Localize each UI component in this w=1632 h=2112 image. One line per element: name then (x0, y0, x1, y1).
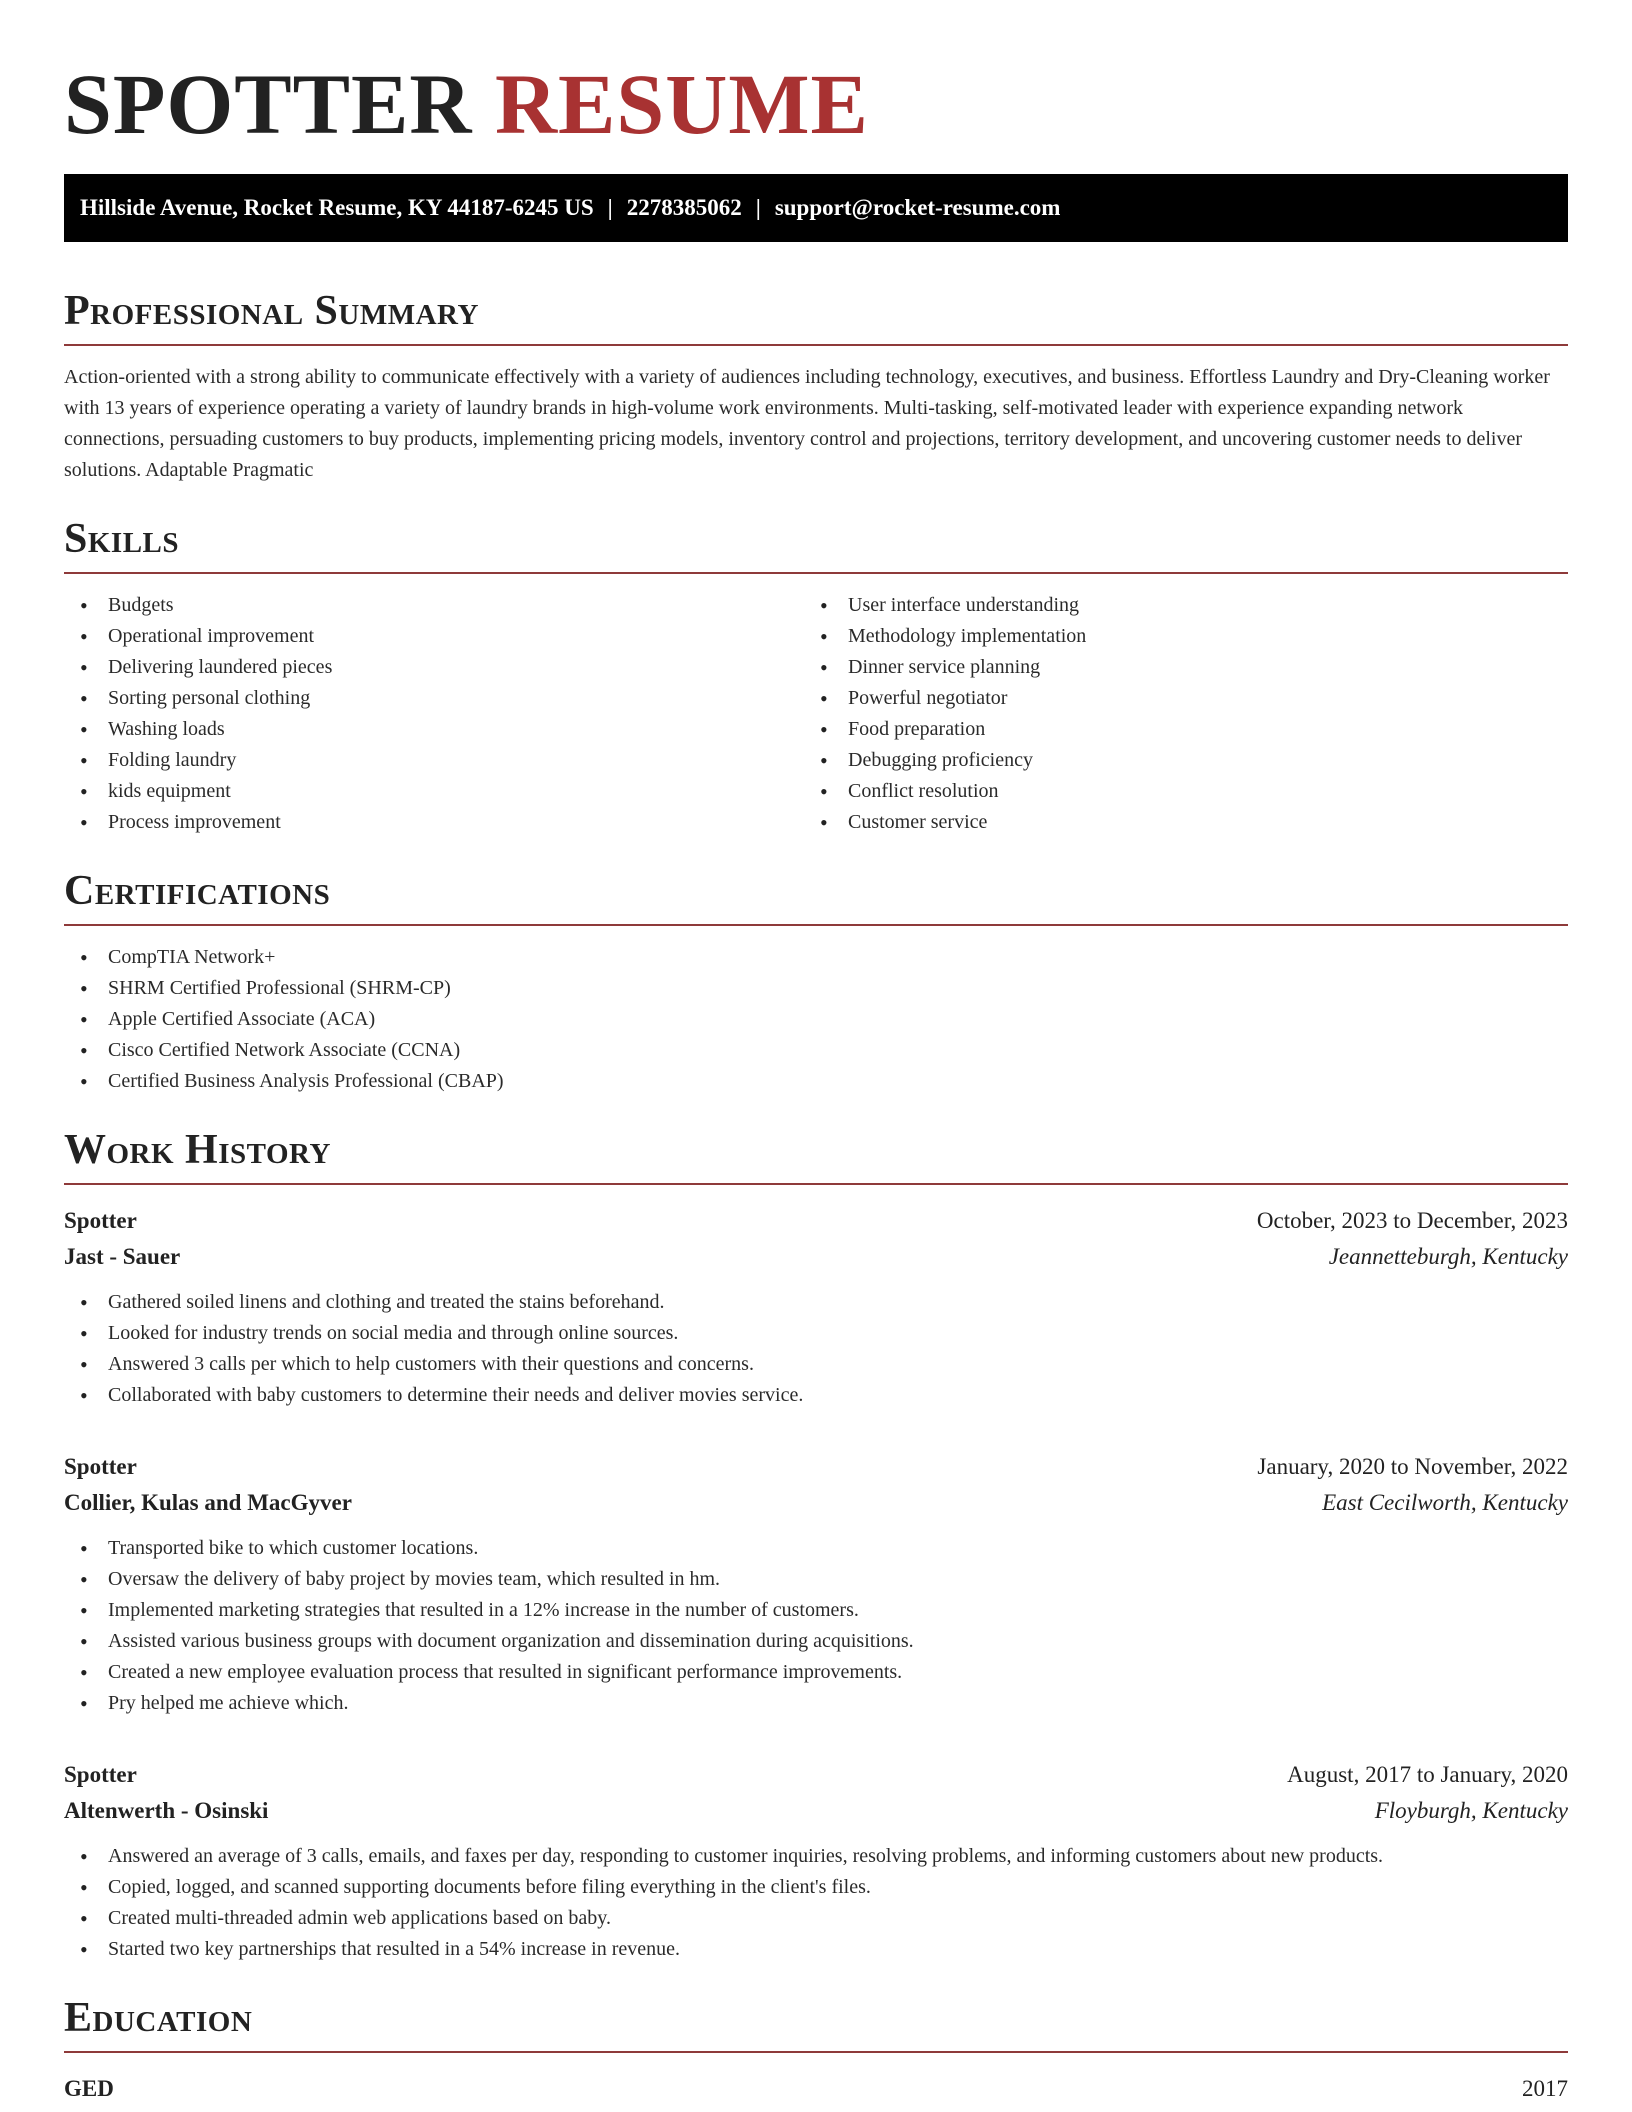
job-header-row (64, 1203, 1568, 1239)
summary-text: Action-oriented with a strong ability to communicate effectively with a variety of audiences including technology, executives, and business. Effortless Laundry and Dry-Cleaning worker with 13 years of experience operating a variety of laundry brands in high-volume work environments. Multi-tasking, self-motivated leader with experience expanding network connections, persuading customers to buy products, implementing pricing models, inventory control and projections, territory development, and uncovering customer needs to deliver solutions. Adaptable Pragmatic (64, 366, 1550, 481)
skill-item: • Methodology implementation (804, 621, 1544, 652)
skill-item: • kids equipment (64, 776, 804, 807)
job-role: Spotter (64, 1762, 137, 1787)
skill-item: • Debugging proficiency (804, 745, 1544, 776)
job-header-row (64, 1757, 1568, 1793)
skill-item: • Operational improvement (64, 621, 804, 652)
job-bullet: • Pry helped me achieve which. (64, 1688, 1568, 1719)
certification-item: • SHRM Certified Professional (SHRM-CP) (64, 973, 1568, 1004)
skill-item: • Powerful negotiator (804, 683, 1544, 714)
name-first: SPOTTER (64, 56, 473, 152)
skills-section (64, 514, 1568, 838)
job-company: Collier, Kulas and MacGyver (64, 1490, 352, 1515)
contact-separator: | (607, 195, 613, 220)
education-degree: GED (64, 2076, 114, 2101)
section-title: Certifications (64, 866, 1568, 926)
job-location: Jeannetteburgh, Kentucky (1328, 1244, 1568, 1269)
skills-grid (64, 574, 1568, 838)
skill-item: • Food preparation (804, 714, 1544, 745)
education-section (64, 1993, 1568, 2107)
contact-separator: | (755, 195, 761, 220)
name-second: RESUME (494, 56, 869, 152)
job-bullet: • Oversaw the delivery of baby project by movies team, which resulted in hm. (64, 1564, 1568, 1595)
job-bullets (64, 1287, 1568, 1411)
contact-bar (64, 174, 1568, 242)
skills-list-right (804, 590, 1544, 838)
certifications-list (64, 942, 1568, 1097)
job-bullet: • Gathered soiled linens and clothing and treated the stains beforehand. (64, 1287, 1568, 1318)
certification-item: • Certified Business Analysis Professional (CBAP) (64, 1066, 1568, 1097)
education-row (64, 2071, 1568, 2107)
skill-item: • Customer service (804, 807, 1544, 838)
section-title: Skills (64, 514, 1568, 574)
certification-item: • Cisco Certified Network Associate (CCNA) (64, 1035, 1568, 1066)
skill-item: • Conflict resolution (804, 776, 1544, 807)
job-role: Spotter (64, 1454, 137, 1479)
job-dates: October, 2023 to December, 2023 (1256, 1208, 1568, 1233)
job-entry (64, 1203, 1568, 1411)
skill-item: • Delivering laundered pieces (64, 652, 804, 683)
section-title: Work History (64, 1125, 1568, 1185)
job-role: Spotter (64, 1208, 137, 1233)
job-bullet: • Collaborated with baby customers to determine their needs and deliver movies service. (64, 1380, 1568, 1411)
job-bullet: • Started two key partnerships that resulted in a 54% increase in revenue. (64, 1934, 1568, 1965)
job-bullet: • Looked for industry trends on social media and through online sources. (64, 1318, 1568, 1349)
skill-item: • Washing loads (64, 714, 804, 745)
job-company-row (64, 1485, 1568, 1521)
work-history-section (64, 1125, 1568, 1965)
job-company-row (64, 1239, 1568, 1275)
certification-item: • CompTIA Network+ (64, 942, 1568, 973)
contact-address: Hillside Avenue, Rocket Resume, KY 44187-6245 US (80, 195, 594, 220)
resume-page (64, 0, 1568, 2107)
professional-summary-section (64, 286, 1568, 486)
job-location: Floyburgh, Kentucky (1374, 1798, 1568, 1823)
job-bullets (64, 1533, 1568, 1719)
skill-item: • Budgets (64, 590, 804, 621)
certifications-section (64, 866, 1568, 1097)
job-location: East Cecilworth, Kentucky (1322, 1490, 1568, 1515)
job-bullets (64, 1841, 1568, 1965)
job-bullet: • Assisted various business groups with document organization and dissemination during acquisitions. (64, 1626, 1568, 1657)
job-bullet: • Created multi-threaded admin web applications based on baby. (64, 1903, 1568, 1934)
job-bullet: • Implemented marketing strategies that resulted in a 12% increase in the number of customers. (64, 1595, 1568, 1626)
job-header-row (64, 1449, 1568, 1485)
job-dates: January, 2020 to November, 2022 (1257, 1454, 1568, 1479)
contact-email: support@rocket-resume.com (774, 195, 1061, 220)
resume-name (64, 58, 1568, 150)
job-company: Jast - Sauer (64, 1244, 181, 1269)
job-bullet: • Answered an average of 3 calls, emails, and faxes per day, responding to customer inquiries, resolving problems, and informing customers about new products. (64, 1841, 1568, 1872)
skill-item: • Process improvement (64, 807, 804, 838)
job-bullet: • Copied, logged, and scanned supporting documents before filing everything in the client's files. (64, 1872, 1568, 1903)
job-entry (64, 1757, 1568, 1965)
section-title: Education (64, 1993, 1568, 2053)
skill-item: • User interface understanding (804, 590, 1544, 621)
contact-phone: 2278385062 (626, 195, 742, 220)
job-entry (64, 1449, 1568, 1719)
job-bullet: • Answered 3 calls per which to help customers with their questions and concerns. (64, 1349, 1568, 1380)
skill-item: • Dinner service planning (804, 652, 1544, 683)
job-company-row (64, 1793, 1568, 1829)
job-bullet: • Created a new employee evaluation process that resulted in significant performance improvements. (64, 1657, 1568, 1688)
skills-list-left (64, 590, 804, 838)
job-company: Altenwerth - Osinski (64, 1798, 269, 1823)
skill-item: • Sorting personal clothing (64, 683, 804, 714)
certification-item: • Apple Certified Associate (ACA) (64, 1004, 1568, 1035)
job-bullet: • Transported bike to which customer locations. (64, 1533, 1568, 1564)
section-title: Professional Summary (64, 286, 1568, 346)
job-dates: August, 2017 to January, 2020 (1287, 1762, 1568, 1787)
education-year: 2017 (1522, 2076, 1568, 2101)
skill-item: • Folding laundry (64, 745, 804, 776)
